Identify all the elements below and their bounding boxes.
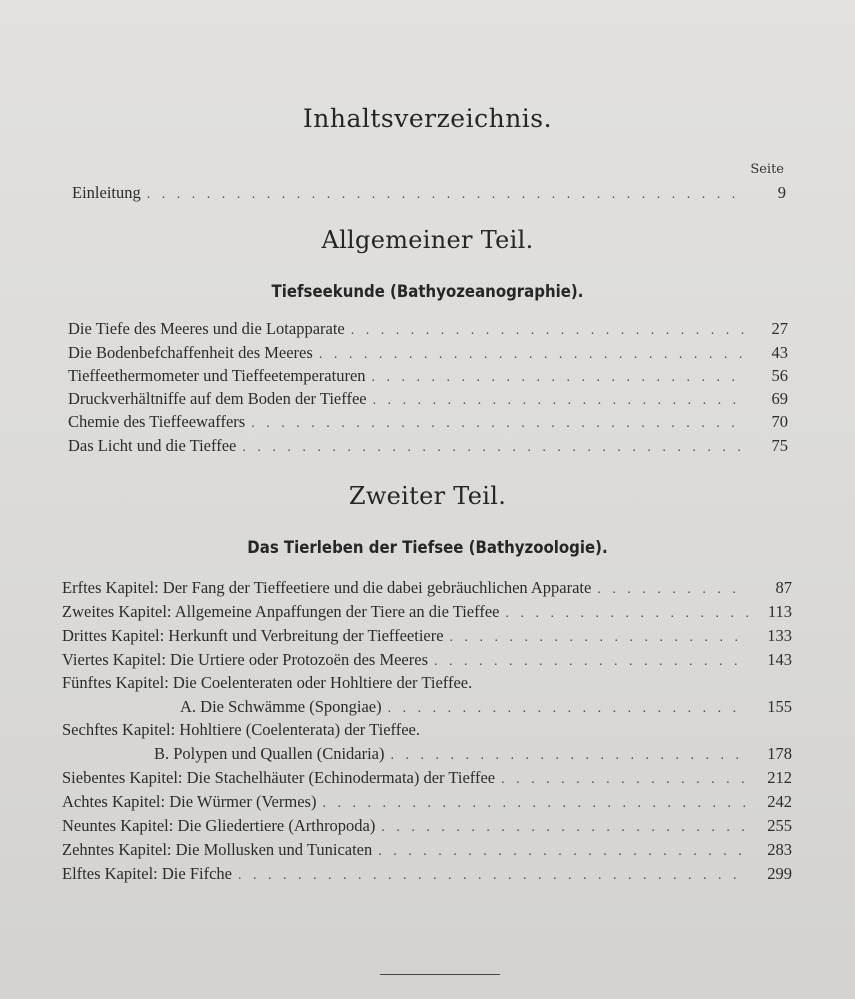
toc-entry[interactable]: [180, 697, 792, 719]
toc-entry[interactable]: [62, 840, 792, 862]
toc-entry[interactable]: [62, 602, 792, 624]
entry-page: 212: [767, 768, 792, 787]
part2-subheading: Das Tierleben der Tiefsee (Bathyzoologie).: [247, 538, 608, 558]
entry-title: Einleitung: [72, 183, 141, 202]
entry-page: 27: [771, 319, 788, 338]
entry-page: 155: [767, 697, 792, 716]
entry-title: Achtes Kapitel: Die Würmer (Vermes): [62, 792, 317, 811]
part1-heading: Allgemeiner Teil.: [321, 226, 534, 254]
entry-title: Sechftes Kapitel: Hohltiere (Coelenterata) der Tieffee.: [62, 720, 420, 739]
entry-page: 299: [767, 864, 792, 883]
leader-dots: [434, 654, 748, 670]
toc-entry[interactable]: [62, 650, 792, 672]
leader-dots: [251, 416, 744, 432]
entry-page: 178: [767, 744, 792, 763]
entry-title: B. Polypen und Quallen (Cnidaria): [154, 744, 385, 763]
toc-entry[interactable]: [62, 578, 792, 600]
entry-title: Zweites Kapitel: Allgemeine Anpaffungen der Tiere an die Tieffee: [62, 602, 500, 621]
entry-page: 70: [771, 412, 788, 431]
toc-entry[interactable]: [62, 673, 792, 695]
toc-entry[interactable]: [68, 319, 788, 341]
page-title: Inhaltsverzeichnis.: [302, 104, 553, 133]
entry-title: Chemie des Tieffeewaffers: [68, 412, 246, 431]
toc-entry[interactable]: [68, 366, 788, 388]
leader-dots: [238, 868, 748, 884]
leader-dots: [450, 630, 748, 646]
entry-page: 113: [767, 602, 792, 621]
entry-page: 87: [775, 578, 792, 597]
toc-entry[interactable]: [62, 720, 792, 742]
entry-page: 69: [771, 389, 788, 408]
toc-entry[interactable]: [62, 864, 792, 886]
entry-title: Die Bodenbefchaffenheit des Meeres: [68, 343, 313, 362]
leader-dots: [373, 393, 744, 409]
leader-dots: [381, 820, 748, 836]
leader-dots: [351, 323, 744, 339]
leader-dots: [391, 748, 748, 764]
toc-entry[interactable]: [62, 626, 792, 648]
leader-dots: [322, 796, 748, 812]
toc-entry[interactable]: [68, 343, 788, 365]
entry-title: A. Die Schwämme (Spongiae): [180, 697, 382, 716]
part2-heading: Zweiter Teil.: [348, 482, 507, 510]
leader-dots: [388, 701, 748, 717]
leader-dots: [505, 606, 748, 622]
toc-entry[interactable]: [154, 744, 792, 766]
entry-title: Tieffeethermometer und Tieffeetemperaturen: [68, 366, 366, 385]
toc-entry[interactable]: [62, 768, 792, 790]
leader-dots: [501, 772, 748, 788]
entry-title: Viertes Kapitel: Die Urtiere oder Protozoën des Meeres: [62, 650, 428, 669]
entry-title: Erftes Kapitel: Der Fang der Tieffeetiere und die dabei gebräuchlichen Apparate: [62, 578, 592, 597]
entry-page: 43: [771, 343, 788, 362]
entry-page: 9: [777, 183, 786, 202]
toc-entry[interactable]: [62, 792, 792, 814]
entry-title: Elftes Kapitel: Die Fifche: [62, 864, 232, 883]
leader-dots: [597, 582, 748, 598]
leader-dots: [319, 347, 744, 363]
entry-page: 255: [767, 816, 792, 835]
leader-dots: [378, 844, 748, 860]
toc-entry[interactable]: [68, 389, 788, 411]
entry-page: 242: [767, 792, 792, 811]
entry-title: Drittes Kapitel: Herkunft und Verbreitung der Tieffeetiere: [62, 626, 444, 645]
entry-title: Siebentes Kapitel: Die Stachelhäuter (Echinodermata) der Tieffee: [62, 768, 496, 787]
entry-title: Druckverhältniffe auf dem Boden der Tieffee: [68, 389, 367, 408]
leader-dots: [372, 370, 744, 386]
entry-title: Das Licht und die Tieffee: [68, 436, 237, 455]
toc-entry-einleitung[interactable]: [72, 183, 786, 205]
entry-title: Fünftes Kapitel: Die Coelenteraten oder Hohltiere der Tieffee.: [62, 673, 473, 692]
entry-title: Die Tiefe des Meeres und die Lotapparate: [68, 319, 345, 338]
part1-subheading: Tiefseekunde (Bathyozeanographie).: [271, 282, 584, 302]
footer-rule: [380, 974, 500, 975]
toc-entry[interactable]: [68, 436, 788, 458]
entry-title: Neuntes Kapitel: Die Gliedertiere (Arthropoda): [62, 816, 376, 835]
toc-entry[interactable]: [62, 816, 792, 838]
seite-label: Seite: [750, 162, 784, 177]
leader-dots: [147, 187, 742, 203]
entry-title: Zehntes Kapitel: Die Mollusken und Tunicaten: [62, 840, 373, 859]
toc-entry[interactable]: [68, 412, 788, 434]
entry-page: 283: [767, 840, 792, 859]
leader-dots: [242, 440, 744, 456]
entry-page: 143: [767, 650, 792, 669]
entry-page: 56: [771, 366, 788, 385]
entry-page: 75: [771, 436, 788, 455]
entry-page: 133: [767, 626, 792, 645]
